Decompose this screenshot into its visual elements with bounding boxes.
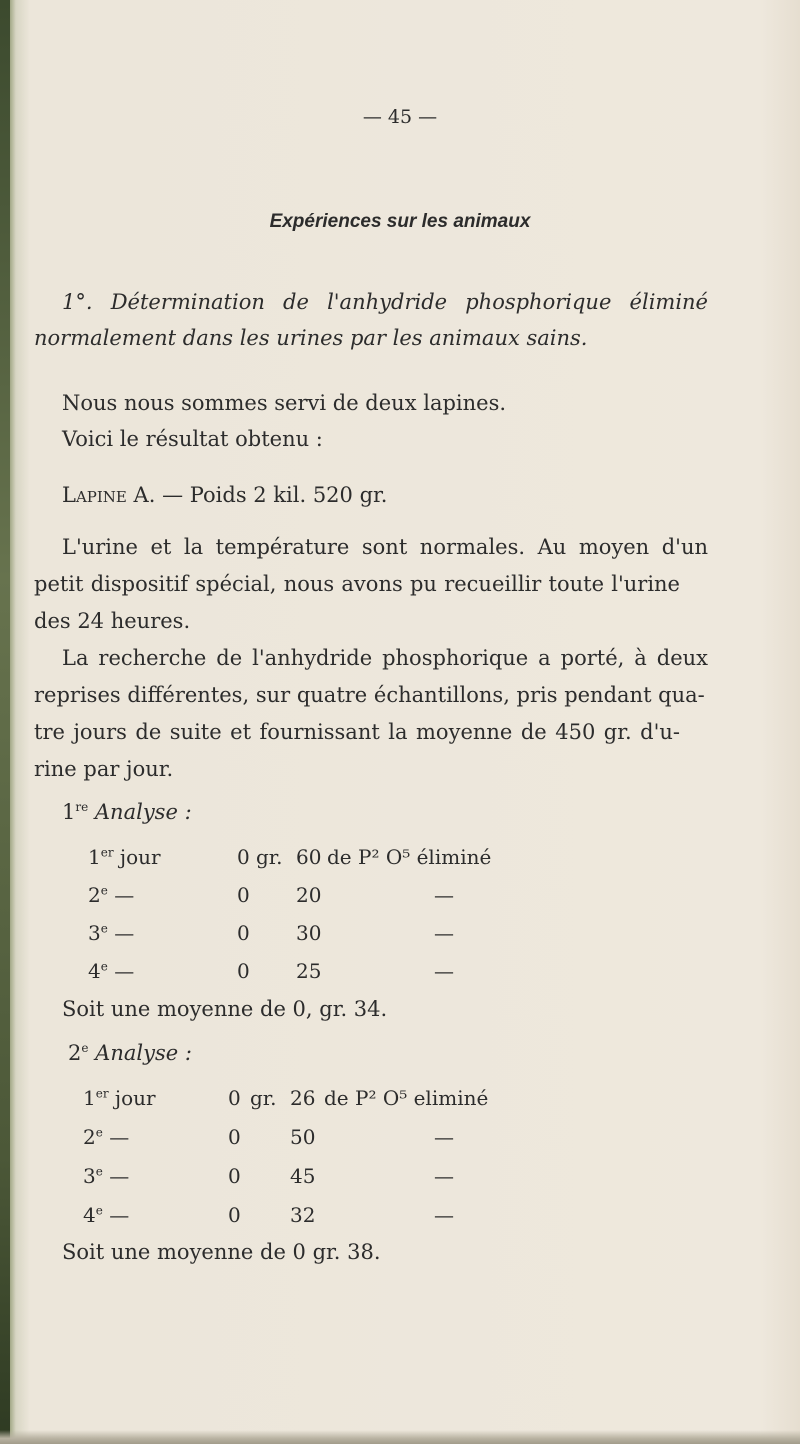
subject-line bbox=[62, 483, 387, 507]
row-grams: 0 bbox=[237, 921, 250, 945]
paragraph-2-line-4: rine par jour. bbox=[34, 757, 174, 781]
page-number: — 45 — bbox=[362, 106, 438, 128]
row-suffix: — bbox=[434, 921, 454, 945]
paragraph-2-line-2: reprises différentes, sur quatre échantillons, pris pendant qua- bbox=[34, 683, 705, 707]
row-day: 3e — bbox=[88, 921, 135, 945]
paragraph-1-line-3: des 24 heures. bbox=[34, 609, 191, 633]
row-suffix: de P² O⁵ éliminé bbox=[327, 845, 492, 869]
row-centigrams: 45 bbox=[290, 1164, 316, 1188]
row-unit: gr. bbox=[256, 845, 283, 869]
row-day: 3e — bbox=[83, 1164, 130, 1188]
intro-line-1: Nous nous sommes servi de deux lapines. bbox=[62, 391, 507, 415]
row-day: 2e — bbox=[88, 883, 135, 907]
row-suffix: de P² O⁵ eliminé bbox=[324, 1086, 489, 1110]
row-day: 1er jour bbox=[83, 1086, 156, 1110]
analysis-1-label-sup: re bbox=[75, 800, 89, 814]
row-grams: 0 bbox=[237, 845, 250, 869]
row-day: 1er jour bbox=[88, 845, 161, 869]
row-grams: 0 bbox=[228, 1086, 241, 1110]
section-title: Expériences sur les animaux bbox=[269, 211, 531, 232]
heading-line-1: 1°. Détermination de l'anhydride phosphorique éliminé bbox=[62, 290, 708, 314]
row-centigrams: 60 bbox=[296, 845, 322, 869]
row-centigrams: 26 bbox=[290, 1086, 316, 1110]
row-day: 4e — bbox=[83, 1203, 130, 1227]
row-grams: 0 bbox=[228, 1203, 241, 1227]
analysis-2-label-number: 2 bbox=[68, 1041, 82, 1065]
row-centigrams: 30 bbox=[296, 921, 322, 945]
analysis-2-label bbox=[68, 1041, 192, 1065]
row-centigrams: 32 bbox=[290, 1203, 316, 1227]
analysis-1-label-number: 1 bbox=[62, 800, 76, 824]
analysis-1-label-text: Analyse : bbox=[88, 800, 192, 824]
row-grams: 0 bbox=[228, 1125, 241, 1149]
analysis-2-label-sup: e bbox=[81, 1041, 89, 1055]
paragraph-1-line-1: L'urine et la température sont normales. Au moyen d'un bbox=[62, 535, 708, 559]
page-bottom-edge bbox=[0, 1430, 800, 1444]
analysis-2-mean: Soit une moyenne de 0 gr. 38. bbox=[62, 1240, 381, 1264]
analysis-1-label bbox=[62, 800, 192, 824]
row-unit: gr. bbox=[250, 1086, 277, 1110]
row-centigrams: 25 bbox=[296, 959, 322, 983]
row-day: 4e — bbox=[88, 959, 135, 983]
row-grams: 0 bbox=[237, 883, 250, 907]
subject-name: Lapine A. bbox=[62, 483, 156, 507]
analysis-1-mean: Soit une moyenne de 0, gr. 34. bbox=[62, 997, 388, 1021]
paragraph-2-line-1: La recherche de l'anhydride phosphorique a porté, à deux bbox=[62, 646, 708, 670]
paragraph-2-line-3: tre jours de suite et fournissant la moyenne de 450 gr. d'u- bbox=[34, 720, 680, 744]
row-centigrams: 20 bbox=[296, 883, 322, 907]
row-suffix: — bbox=[434, 1164, 454, 1188]
row-day: 2e — bbox=[83, 1125, 130, 1149]
heading-line-2: normalement dans les urines par les animaux sains. bbox=[34, 326, 588, 350]
row-suffix: — bbox=[434, 883, 454, 907]
row-grams: 0 bbox=[228, 1164, 241, 1188]
paragraph-1-line-2: petit dispositif spécial, nous avons pu recueillir toute l'urine bbox=[34, 572, 680, 596]
row-centigrams: 50 bbox=[290, 1125, 316, 1149]
row-suffix: — bbox=[434, 959, 454, 983]
row-suffix: — bbox=[434, 1203, 454, 1227]
row-grams: 0 bbox=[237, 959, 250, 983]
intro-line-2: Voici le résultat obtenu : bbox=[62, 427, 323, 451]
analysis-2-label-text: Analyse : bbox=[88, 1041, 192, 1065]
row-suffix: — bbox=[434, 1125, 454, 1149]
subject-weight: — Poids 2 kil. 520 gr. bbox=[155, 483, 388, 507]
